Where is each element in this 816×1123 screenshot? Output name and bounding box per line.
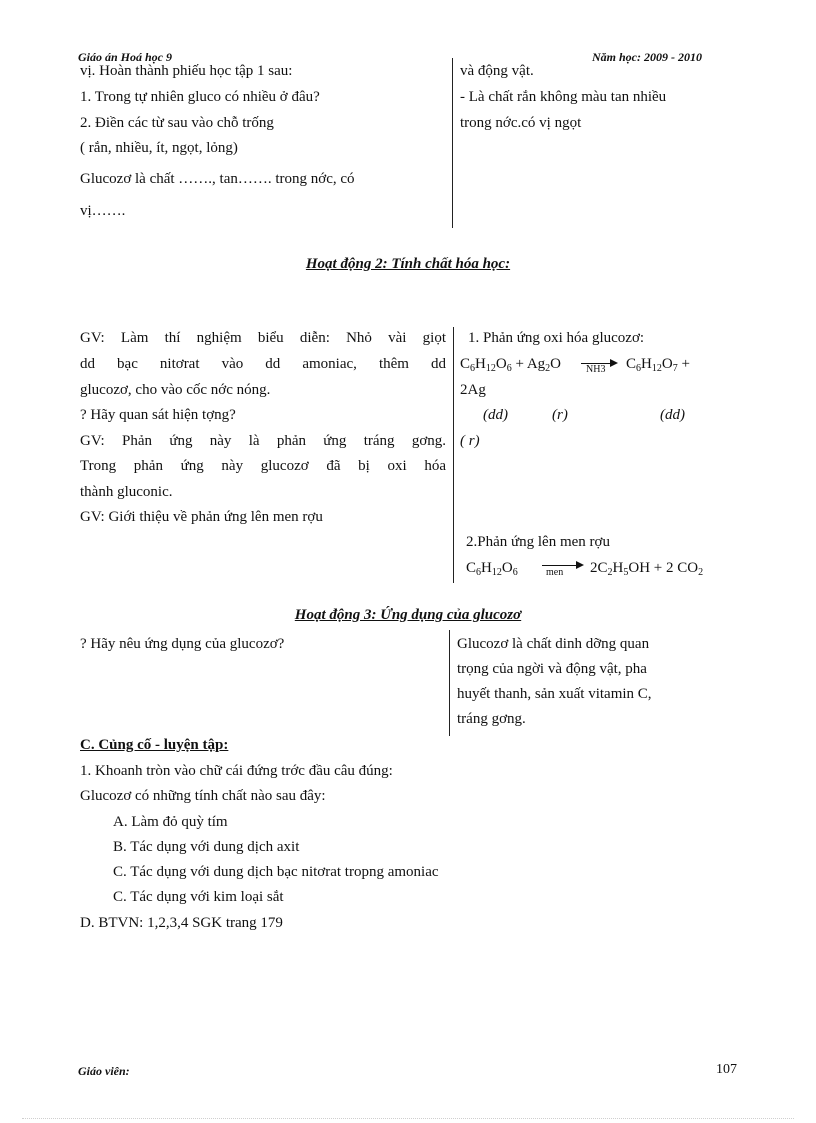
practice-instruction: 1. Khoanh tròn vào chữ cái đứng trớc đầu câu đúng: <box>80 763 393 779</box>
activity2-left-line-6: Trong phản ứng này glucozơ đã bị oxi hóa <box>80 458 446 474</box>
activity2-divider <box>453 327 454 583</box>
option-a: A. Làm đỏ quỳ tím <box>113 814 228 830</box>
activity2-left-line-7: thành gluconic. <box>80 484 173 500</box>
reaction2-lhs: $C_6H_{12}O_6$ <box>466 560 518 578</box>
practice-question: Glucozơ có những tính chất nào sau đây: <box>80 788 326 804</box>
reaction2-catalyst: men <box>546 567 564 578</box>
page-bottom-divider <box>22 1118 794 1119</box>
state-r-1: (r) <box>552 407 568 423</box>
option-c-2: C. Tác dụng với kim loại sắt <box>113 889 284 905</box>
table1-left-line-2: 1. Trong tự nhiên gluco có nhiều ở đâu? <box>80 89 320 105</box>
reaction2-title: 2.Phản ứng lên men rợu <box>466 534 610 550</box>
reaction1-arrow-head <box>610 359 618 367</box>
activity2-title: Hoạt động 2: Tính chất hóa học: <box>305 256 511 272</box>
activity2-left-line-3: glucozơ, cho vào cốc nớc nóng. <box>80 382 271 398</box>
activity2-left-line-4: ? Hãy quan sát hiện tợng? <box>80 407 236 423</box>
activity3-divider <box>449 630 450 736</box>
activity3-question: ? Hãy nêu ứng dụng của glucozơ? <box>80 636 285 652</box>
state-r-2: ( r) <box>460 433 480 449</box>
activity2-left-line-2: dd bạc nitơrat vào dd amoniac, thêm dd <box>80 356 446 372</box>
table1-right-line-3: trong nớc.có vị ngọt <box>460 115 582 131</box>
table1-right-line-2: - Là chất rắn không màu tan nhiều <box>460 89 667 105</box>
reaction1-lhs: $C_6H_{12}O_6 + Ag_2O$ <box>460 356 562 374</box>
table1-divider <box>452 58 453 228</box>
activity3-answer-line-2: trọng của ngời và động vật, pha <box>457 661 647 677</box>
option-c: C. Tác dụng với dung dịch bạc nitơrat tropng amoniac <box>113 864 439 880</box>
reaction1-line2: 2Ag <box>460 382 486 398</box>
reaction1-catalyst: NH3 <box>586 364 606 375</box>
practice-title: C. Củng cố - luyện tập: <box>80 737 229 753</box>
activity3-title: Hoạt động 3: Ứng dụng của glucozơ <box>294 607 522 623</box>
page-number: 107 <box>716 1062 737 1077</box>
table1-left-line-5: Glucozơ là chất ……., tan……. trong nớc, có <box>80 171 355 187</box>
header-left: Giáo án Hoá học 9 <box>78 50 173 64</box>
activity2-left-line-8: GV: Giới thiệu về phản ứng lên men rợu <box>80 509 323 525</box>
homework: D. BTVN: 1,2,3,4 SGK trang 179 <box>80 915 283 931</box>
activity3-answer-line-3: huyết thanh, sản xuất vitamin C, <box>457 686 652 702</box>
reaction2-arrow-head <box>576 561 584 569</box>
table1-left-line-6: vị……. <box>80 203 126 219</box>
table1-right-line-1: và động vật. <box>460 63 534 79</box>
header-right: Năm học: 2009 - 2010 <box>592 50 702 64</box>
state-dd-2: (dd) <box>660 407 685 423</box>
option-b: B. Tác dụng với dung dịch axit <box>113 839 300 855</box>
activity3-answer-line-1: Glucozơ là chất dinh dỡng quan <box>457 636 650 652</box>
activity3-answer-line-4: tráng gơng. <box>457 711 526 727</box>
activity2-left-line-5: GV: Phản ứng này là phản ứng tráng gơng. <box>80 433 446 449</box>
reaction1-title: 1. Phản ứng oxi hóa glucozơ: <box>468 330 645 346</box>
reaction1-rhs: $C_6H_{12}O_7$ + <box>626 356 690 374</box>
reaction1-arrow-line <box>581 363 611 364</box>
table1-left-line-4: ( rắn, nhiều, ít, ngọt, lỏng) <box>80 140 238 156</box>
reaction2-rhs: $2C_2H_5OH + 2$ $CO_2$ <box>590 560 704 578</box>
state-dd-1: (dd) <box>483 407 508 423</box>
footer-teacher: Giáo viên: <box>78 1064 130 1078</box>
reaction2-arrow-line <box>542 565 577 566</box>
activity2-left-line-1: GV: Làm thí nghiệm biểu diễn: Nhỏ vài giọt <box>80 330 446 346</box>
table1-left-line-1: vị. Hoàn thành phiếu học tập 1 sau: <box>80 63 293 79</box>
table1-left-line-3: 2. Điền các từ sau vào chỗ trống <box>80 115 274 131</box>
